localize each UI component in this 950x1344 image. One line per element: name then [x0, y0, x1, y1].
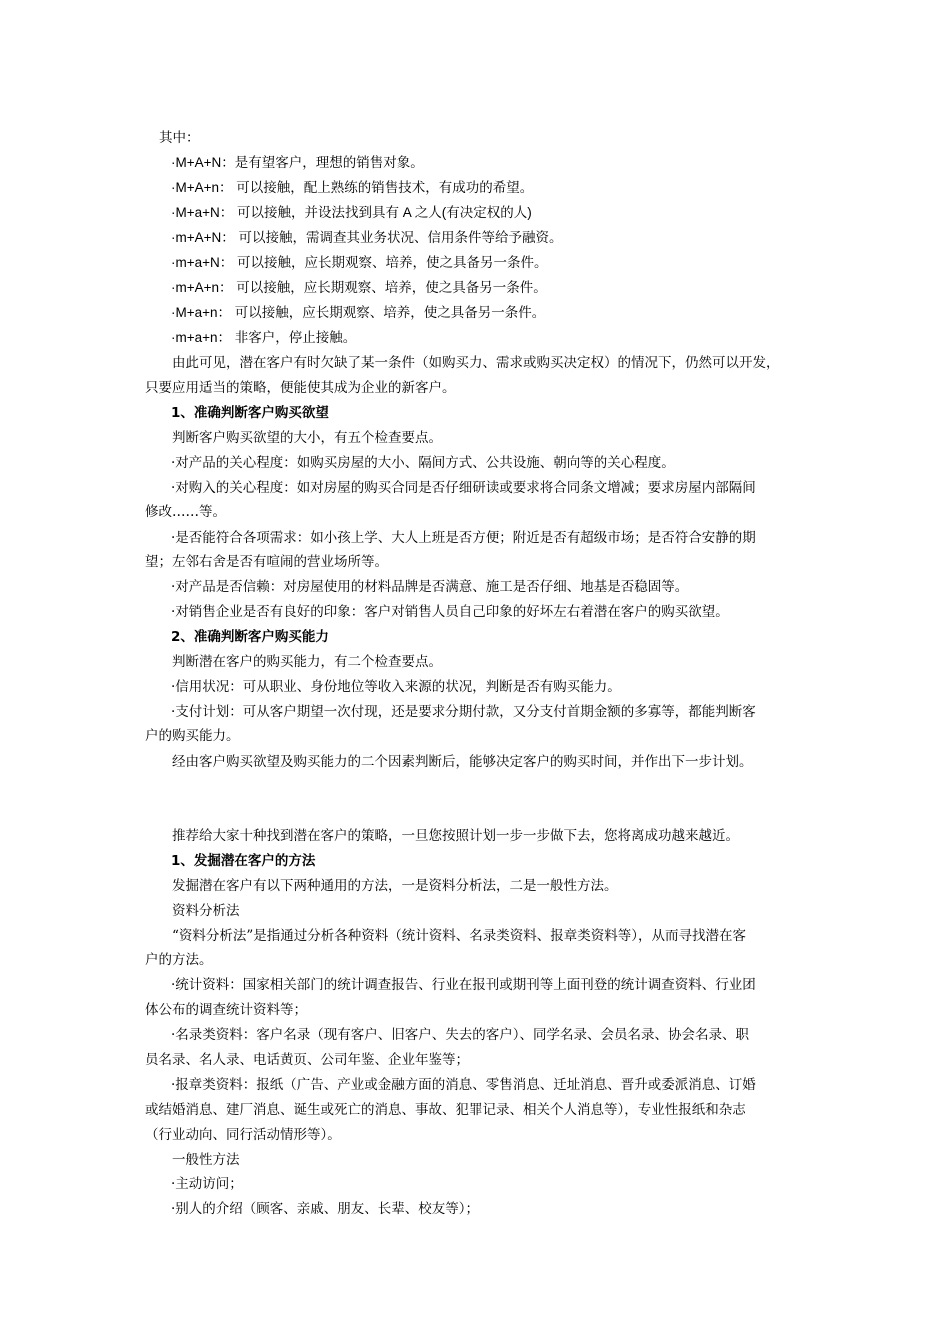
paragraph-line: 只要应用适当的策略，便能使其成为企业的新客户。 [145, 380, 456, 396]
section-heading: 1、发掘潜在客户的方法 [171, 853, 316, 869]
list-item: ·别人的介绍（顾客、亲戚、朋友、长辈、校友等）； [171, 1201, 480, 1217]
subheading: 资料分析法 [172, 903, 240, 919]
paragraph-line: 由此可见，潜在客户有时欠缺了某一条件（如购买力、需求或购买决定权）的情况下，仍然可以开发， [172, 355, 780, 371]
paragraph-line: 推荐给大家十种找到潜在客户的策略，一旦您按照计划一步一步做下去，您将离成功越来越近。 [172, 828, 739, 844]
paragraph-line: ·名录类资料：客户名录（现有客户、旧客户、失去的客户）、同学名录、会员名录、协会名录、职 [171, 1027, 750, 1043]
subheading: 一般性方法 [172, 1152, 240, 1168]
paragraph-line: 户的购买能力。 [145, 728, 240, 744]
paragraph-line: ·报章类资料：报纸（广告、产业或金融方面的消息、零售消息、迁址消息、晋升或委派消息、订婚 [171, 1077, 756, 1093]
list-item: ·主动访问； [171, 1176, 243, 1192]
paragraph-line: 经由客户购买欲望及购买能力的二个因素判断后，能够决定客户的购买时间，并作出下一步计划。 [172, 754, 753, 770]
paragraph-line: ·对购入的关心程度：如对房屋的购买合同是否仔细研读或要求将合同条文增减；要求房屋内部隔间 [171, 480, 756, 496]
paragraph-line: 判断潜在客户的购买能力，有二个检查要点。 [172, 654, 442, 670]
paragraph-line: ·是否能符合各项需求：如小孩上学、大人上班是否方便；附近是否有超级市场；是否符合安静的期 [171, 530, 756, 546]
paragraph-line: ·信用状况：可从职业、身份地位等收入来源的状况，判断是否有购买能力。 [171, 679, 621, 695]
list-item: ·m+A+N： 可以接触，需调查其业务状况、信用条件等给予融资。 [171, 230, 563, 245]
section-heading: 1、准确判断客户购买欲望 [171, 405, 329, 421]
list-item: ·M+a+N： 可以接触，并设法找到具有 A 之人(有决定权的人) [171, 205, 532, 220]
list-item: ·M+A+n： 可以接触，配上熟练的销售技术，有成功的希望。 [171, 180, 534, 195]
paragraph-line: 或结婚消息、建厂消息、诞生或死亡的消息、事故、犯罪记录、相关个人消息等），专业性报纸和杂志 [145, 1102, 746, 1118]
section-heading: 2、准确判断客户购买能力 [171, 629, 329, 645]
paragraph-line: 发掘潜在客户有以下两种通用的方法，一是资料分析法，二是一般性方法。 [172, 878, 618, 894]
paragraph-line: “资料分析法”是指通过分析各种资料（统计资料、名录类资料、报章类资料等），从而寻找潜在客 [172, 928, 747, 944]
intro-label: 其中： [159, 130, 200, 146]
paragraph-line: ·支付计划：可从客户期望一次付现，还是要求分期付款，又分支付首期金额的多寡等，都能判断客 [171, 704, 756, 720]
list-item: ·M+A+N：是有望客户，理想的销售对象。 [171, 155, 424, 170]
paragraph-line: （行业动向、同行活动情形等）。 [145, 1127, 341, 1143]
list-item: ·m+a+N： 可以接触，应长期观察、培养，使之具备另一条件。 [171, 255, 548, 270]
paragraph-line: 判断客户购买欲望的大小，有五个检查要点。 [172, 430, 442, 446]
paragraph-line: 修改……等。 [145, 504, 226, 520]
paragraph-line: ·对销售企业是否有良好的印象：客户对销售人员自己印象的好坏左右着潜在客户的购买欲望。 [171, 604, 729, 620]
list-item: ·m+A+n： 可以接触，应长期观察、培养，使之具备另一条件。 [171, 280, 547, 295]
paragraph-line: 户的方法。 [145, 952, 213, 968]
paragraph-line: ·统计资料：国家相关部门的统计调查报告、行业在报刊或期刊等上面刊登的统计调查资料、行业团 [171, 977, 756, 993]
list-item: ·M+a+n： 可以接触，应长期观察、培养，使之具备另一条件。 [171, 305, 546, 320]
paragraph-line: ·对产品是否信赖：对房屋使用的材料品牌是否满意、施工是否仔细、地基是否稳固等。 [171, 579, 689, 595]
paragraph-line: 体公布的调查统计资料等； [145, 1002, 307, 1018]
paragraph-line: 望；左邻右舍是否有喧闹的营业场所等。 [145, 554, 388, 570]
list-item: ·m+a+n： 非客户，停止接触。 [171, 330, 357, 345]
paragraph-line: ·对产品的关心程度：如购买房屋的大小、隔间方式、公共设施、朝向等的关心程度。 [171, 455, 675, 471]
paragraph-line: 员名录、名人录、电话黄页、公司年鉴、企业年鉴等； [145, 1052, 469, 1068]
